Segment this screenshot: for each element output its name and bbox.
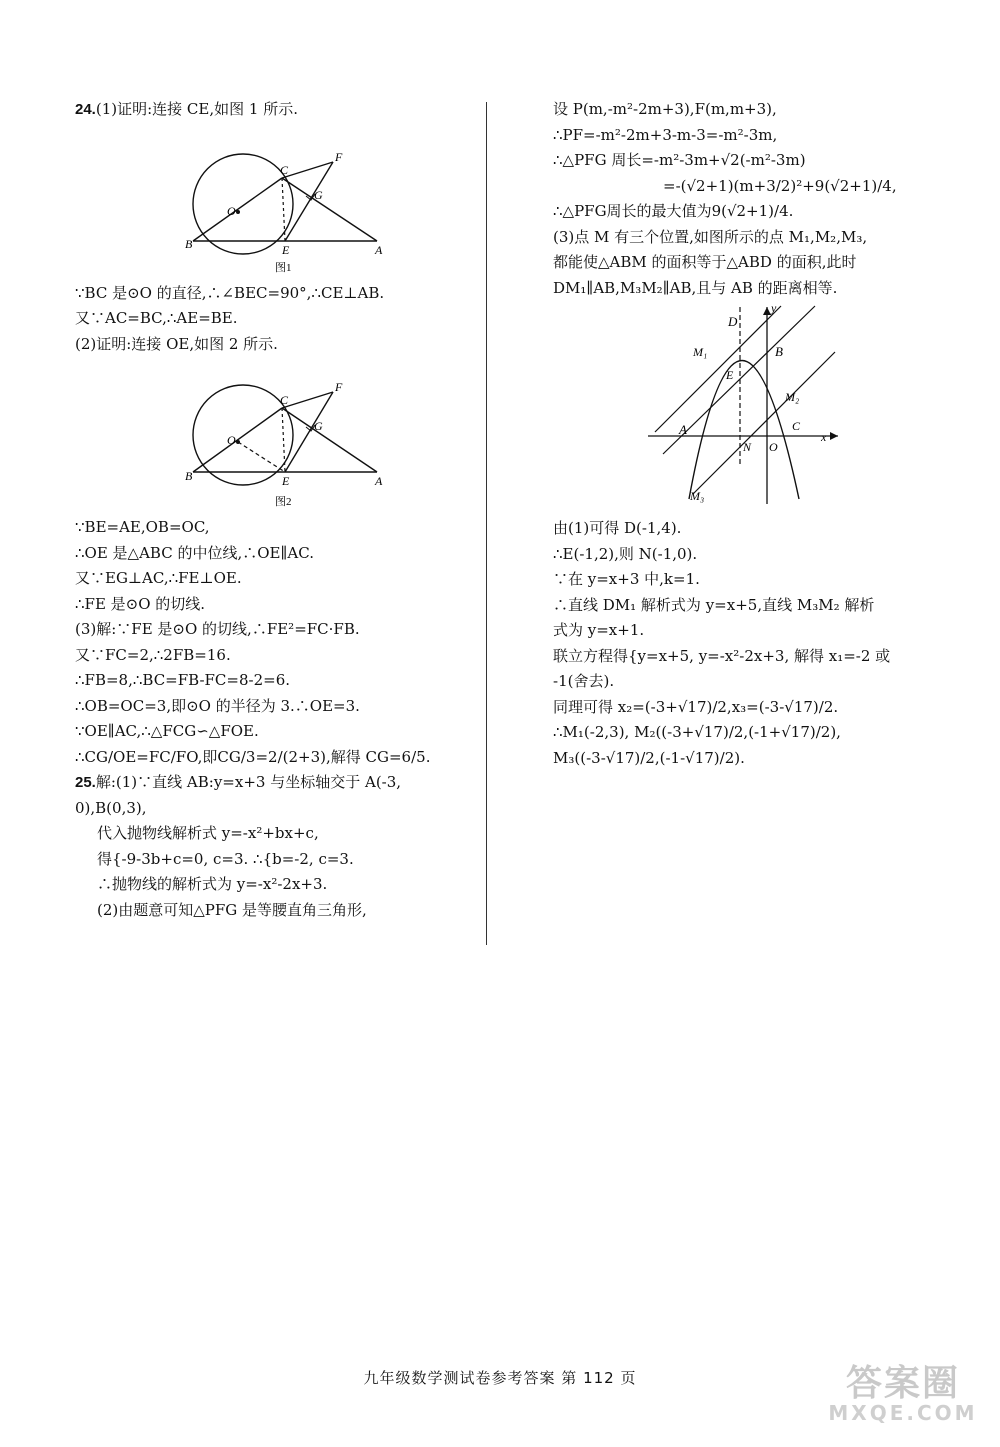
fig3-label-N: N [743, 440, 752, 454]
q24-part2-intro: (2)证明:连接 OE,如图 2 所示. [75, 334, 278, 353]
q24-part2-line-2: ∴OE 是△ABC 的中位线,∴OE∥AC. [75, 543, 314, 562]
q25-right-line-17: ∴M₁(-2,3), M₂((-3+√17)/2,(-1+√17)/2), [553, 723, 841, 741]
page-footer: 九年级数学测试卷参考答案 第 112 页 [363, 1369, 637, 1387]
fig1-label-C: C [280, 162, 289, 177]
q25-right-line-16: 同理可得 x₂=(-3+√17)/2,x₃=(-3-√17)/2. [553, 697, 839, 716]
fig3-label-M3: M₃ [690, 489, 705, 503]
fig2-label-O: O [227, 433, 236, 447]
q24-part1-line-2: 又∵AC=BC,∴AE=BE. [75, 309, 238, 327]
q25-right-line-3: ∴△PFG 周长=-m²-3m+√2(-m²-3m) [553, 151, 806, 169]
column-divider [486, 102, 487, 945]
q24-part3-line-5: ∵OE∥AC,∴△FCG∽△FOE. [75, 722, 259, 740]
q25-right-line-15: -1(舍去). [553, 672, 615, 690]
figure-3-diagram [553, 304, 953, 509]
fig2-label-B: B [185, 469, 193, 483]
fig3-label-O: O [769, 440, 778, 454]
watermark-sub-text: MXQE.COM [828, 1401, 978, 1425]
q25-line-3: 代入抛物线解析式 y=-x²+bx+c, [97, 824, 319, 842]
fig1-label-G: G [314, 187, 323, 202]
fig1-label-O: O [227, 203, 236, 218]
q25-right-line-7: 都能使△ABM 的面积等于△ABD 的面积,此时 [553, 253, 857, 271]
q24-part3-line-4: ∴OB=OC=3,即⊙O 的半径为 3.∴OE=3. [75, 696, 360, 715]
figure-1-diagram [75, 126, 405, 274]
figure-2-caption: 图2 [275, 496, 292, 508]
fig3-label-M1: M₁ [693, 345, 708, 359]
q24-part1-line-1: ∵BC 是⊙O 的直径,∴∠BEC=90°,∴CE⊥AB. [75, 283, 385, 302]
watermark-main-text: 答案圈 [845, 1363, 960, 1404]
fig3-label-C: C [792, 419, 801, 433]
fig1-label-E: E [282, 242, 290, 257]
fig3-label-A: A [679, 422, 687, 437]
q24-part2-line-4: ∴FE 是⊙O 的切线. [75, 594, 206, 613]
fig3-label-D: D [728, 314, 738, 329]
q25-right-line-12: ∴直线 DM₁ 解析式为 y=x+5,直线 M₃M₂ 解析 [553, 595, 875, 614]
figure-1-caption: 图1 [275, 261, 292, 274]
fig2-label-A: A [375, 474, 383, 488]
q24-part2-line-3: 又∵EG⊥AC,∴FE⊥OE. [75, 569, 242, 587]
q25-right-line-1: 设 P(m,-m²-2m+3),F(m,m+3), [553, 100, 777, 118]
fig1-label-F: F [335, 149, 343, 164]
left-column [75, 100, 475, 926]
figure-2 [75, 360, 475, 512]
q25-line-5: ∴抛物线的解析式为 y=-x²-2x+3. [97, 875, 328, 893]
q24-part3-line-6: ∴CG/OE=FC/FO,即CG/3=2/(2+3),解得 CG=6/5. [75, 747, 431, 766]
fig1-label-B: B [185, 236, 193, 251]
q25-right-line-10: ∴E(-1,2),则 N(-1,0). [553, 544, 698, 563]
q25-line-1: 25.解:(1)∵直线 AB:y=x+3 与坐标轴交于 A(-3, [75, 773, 402, 791]
fig3-label-y: y [771, 304, 777, 315]
q25-right-line-8: DM₁∥AB,M₃M₂∥AB,且与 AB 的距离相等. [553, 278, 838, 297]
q24-part2-line-1: ∵BE=AE,OB=OC, [75, 518, 210, 536]
fig3-label-M2: M₂ [785, 390, 800, 404]
q24-part3-line-1: (3)解:∵FE 是⊙O 的切线,∴FE²=FC·FB. [75, 620, 360, 638]
q25-right-line-18: M₃((-3-√17)/2,(-1-√17)/2). [553, 748, 745, 767]
fig2-label-F: F [335, 380, 343, 394]
figure-2-diagram [75, 360, 405, 508]
watermark-logo [828, 1349, 978, 1429]
q25-right-line-14: 联立方程得{y=x+5, y=-x²-2x+3, 解得 x₁=-2 或 [553, 646, 891, 665]
q25-line-2: 0),B(0,3), [75, 798, 147, 817]
question-number-24: 24. [75, 101, 96, 118]
figure-3 [553, 304, 953, 513]
q24-part3-line-3: ∴FB=8,∴BC=FB-FC=8-2=6. [75, 671, 291, 689]
q25-right-line-9: 由(1)可得 D(-1,4). [553, 519, 682, 537]
fig3-label-E: E [726, 368, 734, 382]
q25-line-4: 得{-9-3b+c=0, c=3. ∴{b=-2, c=3. [97, 849, 354, 868]
q24-part1-intro: 24.(1)证明:连接 CE,如图 1 所示. [75, 100, 298, 118]
q25-right-line-6: (3)点 M 有三个位置,如图所示的点 M₁,M₂,M₃, [553, 227, 868, 246]
right-column [553, 100, 953, 774]
q25-right-line-5: ∴△PFG周长的最大值为9(√2+1)/4. [553, 202, 794, 220]
fig2-label-C: C [280, 393, 289, 407]
q25-right-line-2: ∴PF=-m²-2m+3-m-3=-m²-3m, [553, 125, 778, 144]
q24-part3-line-2: 又∵FC=2,∴2FB=16. [75, 645, 231, 664]
fig2-label-G: G [314, 419, 323, 433]
q25-right-line-13: 式为 y=x+1. [553, 621, 645, 639]
fig3-label-x: x [821, 430, 827, 444]
figure-1 [75, 126, 475, 278]
q25-line-6: (2)由题意可知△PFG 是等腰直角三角形, [97, 900, 367, 919]
fig3-label-B: B [775, 344, 783, 359]
fig2-label-E: E [282, 474, 290, 488]
fig1-label-A: A [375, 242, 383, 257]
q25-right-line-11: ∵在 y=x+3 中,k=1. [553, 570, 700, 588]
question-number-25: 25. [75, 774, 96, 791]
q25-right-line-4: =-(√2+1)(m+3/2)²+9(√2+1)/4, [663, 176, 897, 195]
